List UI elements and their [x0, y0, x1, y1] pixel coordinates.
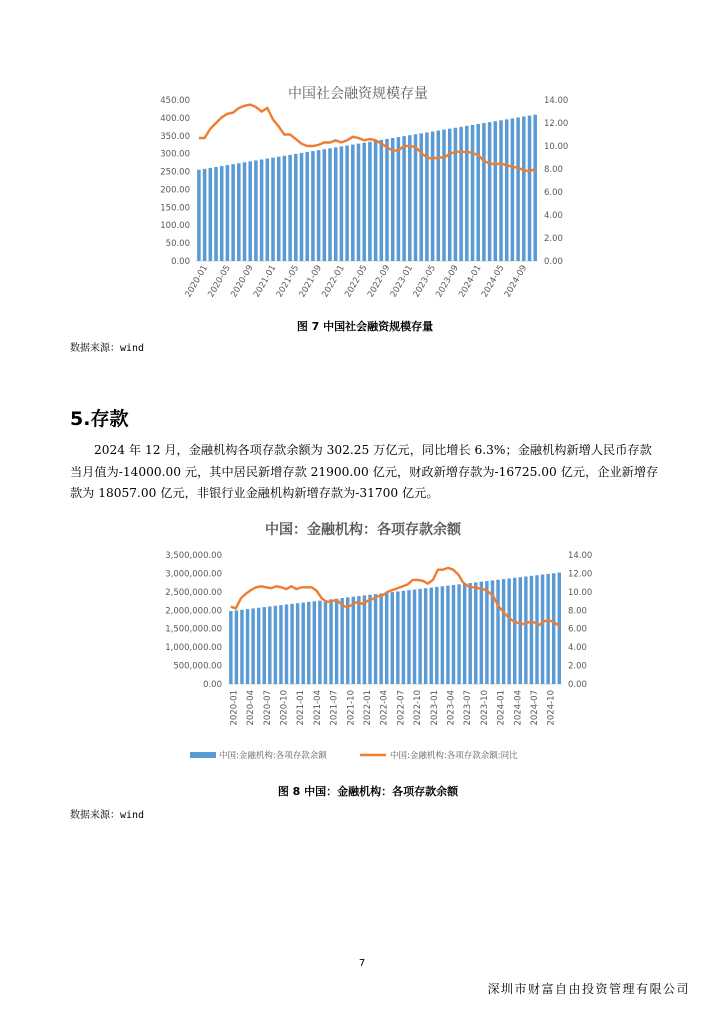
x-tick-label: 2021-07: [329, 690, 340, 726]
y-left-tick-label: 2,000,000.00: [165, 606, 222, 617]
page-number: 7: [358, 958, 366, 969]
figure7-caption: 图 7 中国社会融资规模存量: [296, 320, 434, 333]
bar: [279, 605, 282, 684]
bar: [260, 159, 264, 261]
y-right-tick-label: 2.00: [544, 234, 563, 244]
bar: [257, 608, 260, 684]
bar: [362, 143, 366, 261]
y-left-tick-label: 0.00: [171, 257, 190, 267]
y-left-tick-label: 1,500,000.00: [165, 624, 222, 635]
bar: [476, 124, 480, 261]
bar: [290, 604, 293, 684]
bar: [385, 593, 388, 684]
bar: [533, 115, 537, 261]
bar: [463, 584, 466, 684]
bar: [448, 129, 452, 261]
chart-title: 中国社会融资规模存量: [288, 86, 428, 102]
bar: [220, 166, 224, 261]
x-tick-label: 2020-01: [229, 690, 240, 726]
y-left-tick-label: 1,000,000.00: [165, 643, 222, 654]
bar: [357, 596, 360, 684]
bar: [457, 584, 460, 684]
bar: [441, 586, 444, 684]
y-right-tick-label: 4.00: [568, 643, 587, 654]
figure8-source: 数据来源：wind: [70, 810, 145, 821]
bar: [430, 588, 433, 684]
y-right-tick-label: 0.00: [568, 680, 587, 690]
bar: [379, 593, 382, 684]
bar: [454, 128, 458, 261]
figure7-source: 数据来源：wind: [70, 343, 145, 354]
x-tick-label: 2020-07: [262, 690, 273, 726]
bar: [407, 590, 410, 684]
bar: [437, 131, 441, 261]
x-tick-label: 2021-04: [312, 690, 323, 726]
bar: [524, 577, 527, 684]
y-left-tick-label: 200.00: [160, 185, 190, 196]
bar: [408, 135, 412, 261]
bar: [516, 117, 520, 261]
section-paragraph: 2024 年 12 月，金融机构各项存款余额为 302.25 万亿元，同比增长 6.3%；金融机构新增人民币存款当月值为-14000.00 元，其中居民新增存款 21900.00 亿元，财政新增存款为-16725.00 亿元，企业新增存款为 18057.00 亿元，非银行业金融机构新增存款为-31700 亿元。: [70, 443, 659, 500]
legend-label-line: 中国:金融机构:各项存款余额:同比: [390, 751, 518, 761]
bar: [335, 599, 338, 684]
bar: [468, 583, 471, 684]
bar: [251, 608, 254, 684]
y-left-tick-label: 500,000.00: [173, 661, 222, 672]
bar: [368, 595, 371, 684]
x-tick-label: 2022-01: [320, 263, 347, 300]
bar: [402, 591, 405, 684]
bar: [266, 159, 270, 261]
bar: [246, 609, 249, 684]
x-tick-label: 2024-09: [502, 263, 530, 300]
bar: [351, 145, 355, 261]
chart-social-financing: [150, 78, 580, 318]
bar: [357, 144, 361, 261]
bar: [197, 170, 201, 261]
bar: [340, 598, 343, 684]
bar: [546, 574, 549, 684]
x-tick-label: 2022-04: [379, 690, 390, 726]
y-right-tick-label: 10.00: [568, 587, 593, 598]
bar: [271, 158, 275, 261]
bar: [300, 153, 304, 261]
bar: [226, 165, 230, 261]
y-right-tick-label: 10.00: [544, 142, 569, 152]
y-right-tick-label: 14.00: [544, 96, 569, 106]
bar: [380, 140, 384, 261]
x-tick-label: 2024-10: [546, 690, 557, 726]
y-right-tick-label: 6.00: [544, 188, 563, 198]
y-left-tick-label: 150.00: [160, 203, 190, 214]
x-tick-label: 2023-10: [479, 690, 490, 726]
bar: [296, 603, 299, 684]
x-tick-label: 2021-01: [251, 263, 279, 300]
bar: [313, 601, 316, 684]
bar: [340, 146, 344, 261]
bar: [396, 591, 399, 684]
bar: [346, 597, 349, 684]
y-left-tick-label: 250.00: [160, 167, 190, 178]
bar: [307, 602, 310, 684]
bar: [329, 599, 332, 684]
bar: [459, 127, 463, 261]
x-tick-label: 2024-07: [529, 690, 540, 726]
y-right-tick-label: 12.00: [544, 119, 569, 129]
legend: [190, 750, 518, 761]
x-tick-label: 2024-01: [457, 263, 484, 300]
bar: [305, 152, 309, 261]
x-tick-label: 2022-10: [413, 690, 424, 726]
bar: [240, 610, 243, 684]
y-right-tick-label: 8.00: [544, 165, 563, 175]
bar: [474, 582, 477, 684]
bar: [513, 578, 516, 684]
x-tick-label: 2022-05: [343, 263, 370, 300]
bar: [522, 117, 526, 261]
bar: [397, 137, 401, 261]
x-tick-label: 2022-09: [365, 263, 393, 300]
bar: [328, 148, 332, 261]
bar: [318, 601, 321, 684]
bar: [294, 154, 298, 261]
x-tick-label: 2024-04: [513, 690, 524, 726]
bar: [558, 573, 561, 684]
y-right-tick-label: 0.00: [544, 257, 563, 267]
bar: [519, 577, 522, 684]
x-tick-label: 2021-05: [274, 263, 302, 300]
bar: [530, 576, 533, 684]
x-tick-label: 2022-01: [362, 690, 373, 726]
bar: [263, 607, 266, 684]
bar: [465, 126, 469, 261]
x-tick-label: 2021-01: [296, 690, 307, 726]
bar: [352, 597, 355, 684]
y-left-tick-label: 450.00: [160, 96, 190, 106]
section-heading: 5.存款: [70, 408, 129, 430]
bar: [274, 606, 277, 684]
x-tick-label: 2020-04: [246, 690, 257, 726]
company-name: 深圳市财富自由投资管理有限公司: [487, 982, 690, 996]
bar: [482, 123, 486, 261]
y-left-tick-label: 400.00: [160, 113, 190, 124]
y-left-tick-label: 0.00: [203, 680, 222, 690]
bar: [499, 120, 503, 261]
y-left-tick-label: 3,500,000.00: [165, 551, 222, 561]
bar: [391, 592, 394, 684]
bar: [435, 587, 438, 684]
bar: [285, 605, 288, 684]
chart-deposits: [148, 512, 593, 777]
x-tick-label: 2020-10: [279, 690, 290, 726]
bar: [385, 139, 389, 261]
bar: [229, 611, 232, 684]
bar: [374, 594, 377, 684]
x-tick-label: 2023-09: [434, 263, 461, 300]
bar: [345, 145, 349, 261]
bar: [425, 132, 429, 261]
bar: [301, 603, 304, 684]
legend-label-bar: 中国:金融机构:各项存款余额: [219, 751, 327, 761]
bar: [374, 141, 378, 261]
x-tick-label: 2023-07: [463, 690, 474, 726]
x-tick-label: 2023-05: [411, 263, 438, 300]
bar: [235, 610, 238, 684]
bar: [541, 575, 544, 684]
bar: [480, 582, 483, 684]
bar: [277, 157, 281, 261]
bar: [485, 581, 488, 684]
bar: [209, 168, 213, 261]
bar: [231, 164, 235, 261]
x-tick-label: 2024-01: [496, 690, 507, 726]
bar: [442, 130, 446, 261]
y-right-tick-label: 4.00: [544, 211, 563, 221]
bar: [552, 573, 555, 684]
x-tick-label: 2021-09: [297, 263, 324, 300]
figure8-caption: 图 8 中国：金融机构：各项存款余额: [277, 785, 459, 798]
bar: [502, 579, 505, 684]
x-tick-label: 2020-09: [229, 263, 256, 300]
x-tick-label: 2023-01: [388, 263, 416, 300]
x-tick-label: 2023-01: [429, 690, 440, 726]
bar: [528, 116, 532, 261]
y-left-tick-label: 2,500,000.00: [165, 587, 222, 598]
bar: [214, 167, 218, 261]
bar: [471, 125, 475, 261]
bar: [496, 580, 499, 684]
y-right-tick-label: 6.00: [568, 624, 587, 635]
bar: [254, 160, 258, 261]
bar: [323, 149, 327, 261]
bar: [452, 585, 455, 684]
legend-swatch-bar: [190, 752, 216, 758]
x-tick-label: 2023-04: [446, 690, 457, 726]
bar: [418, 589, 421, 684]
bar: [414, 134, 418, 261]
bar: [311, 151, 315, 261]
y-left-tick-label: 300.00: [160, 149, 190, 160]
chart-title: 中国：金融机构：各项存款余额: [265, 522, 461, 538]
bar: [494, 121, 498, 261]
bar: [402, 136, 406, 261]
bar: [268, 606, 271, 684]
bar: [488, 122, 492, 261]
y-left-tick-label: 100.00: [160, 221, 190, 232]
y-left-tick-label: 350.00: [160, 131, 190, 142]
y-left-tick-label: 3,000,000.00: [165, 569, 222, 580]
bar: [391, 138, 395, 261]
bar: [203, 169, 207, 261]
bar: [243, 162, 247, 261]
bar: [424, 588, 427, 684]
x-tick-label: 2021-10: [346, 690, 357, 726]
y-right-tick-label: 8.00: [568, 606, 587, 617]
bar: [507, 578, 510, 684]
bar: [505, 119, 509, 261]
y-left-tick-label: 50.00: [165, 239, 190, 250]
x-tick-label: 2024-05: [479, 263, 507, 300]
bar: [511, 118, 515, 261]
bar: [288, 155, 292, 261]
bar: [363, 595, 366, 684]
bar: [334, 147, 338, 261]
x-tick-label: 2022-07: [396, 690, 407, 726]
bar: [324, 600, 327, 684]
bar: [431, 131, 435, 261]
bar: [368, 142, 372, 261]
x-tick-label: 2020-01: [183, 263, 210, 300]
bar: [413, 590, 416, 684]
bar: [237, 163, 241, 261]
bar: [283, 156, 287, 261]
y-right-tick-label: 2.00: [568, 661, 587, 672]
y-right-tick-label: 12.00: [568, 569, 593, 580]
bar: [248, 161, 252, 261]
bar: [535, 575, 538, 684]
bar: [317, 150, 321, 261]
y-right-tick-label: 14.00: [568, 551, 593, 561]
x-tick-label: 2020-05: [206, 263, 233, 300]
bar: [446, 586, 449, 684]
